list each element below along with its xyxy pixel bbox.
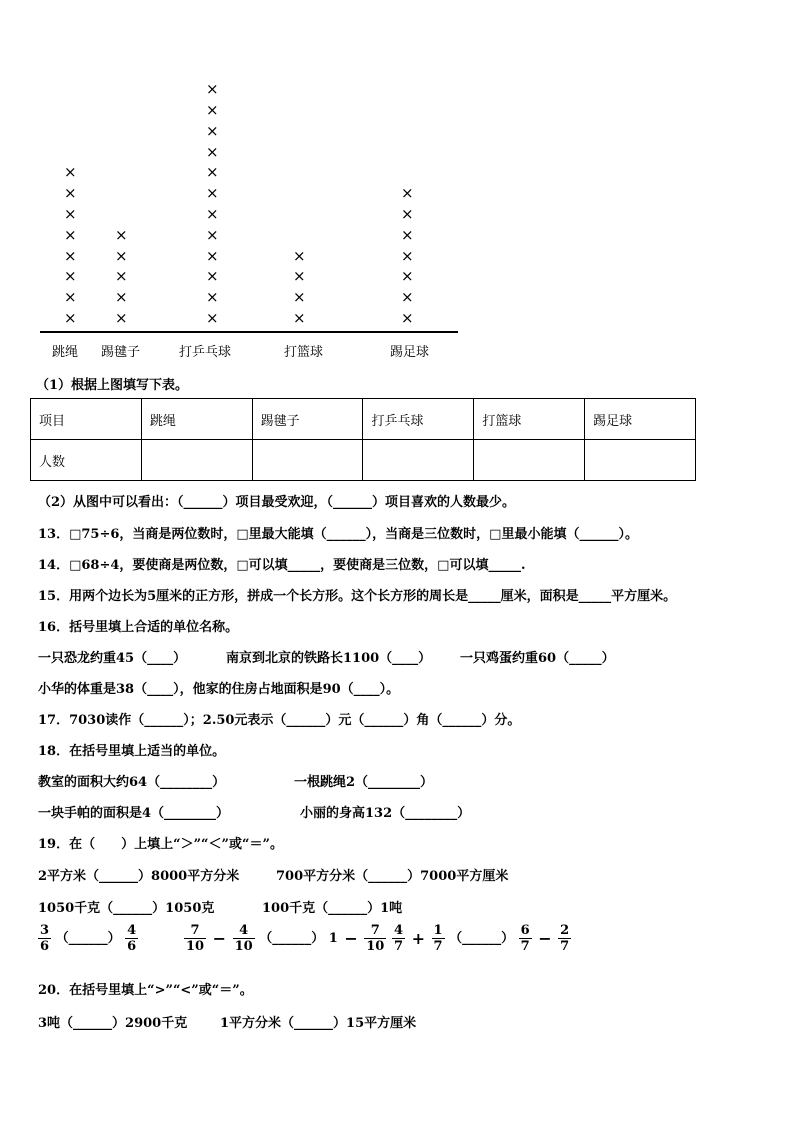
tally-mark: × xyxy=(115,225,128,244)
question-20-title: 20．在括号里填上“>”“<”或“＝”。 xyxy=(38,983,253,998)
question-18-a: 教室的面积大约64（________） xyxy=(38,775,226,790)
tally-mark: × xyxy=(293,246,306,265)
denominator: 6 xyxy=(127,939,137,954)
tally-mark: × xyxy=(64,205,77,223)
question-17: 17．7030读作（______）；2.50元表示（______）元（______）角（______）分。 xyxy=(38,713,521,728)
fraction xyxy=(392,923,405,954)
question-14: 14．□68÷4，要使商是两位数，□可以填_____，要使商是三位数，□可以填_____. xyxy=(38,558,526,573)
tally-mark: × xyxy=(115,288,128,307)
table-header-cell: 打篮球 xyxy=(474,399,585,440)
blank[interactable]: （______） xyxy=(449,931,515,946)
blank[interactable]: （______） xyxy=(259,931,325,946)
tally-mark: × xyxy=(206,205,219,223)
fraction xyxy=(233,923,255,954)
denominator: 7 xyxy=(520,939,530,954)
question-16-d: 小华的体重是38（____），他家的住房占地面积是90（____）。 xyxy=(38,682,400,697)
tally-mark: × xyxy=(64,309,77,327)
tally-mark: × xyxy=(206,267,219,286)
part1-instruction: （1）根据上图填写下表。 xyxy=(36,378,189,393)
blank[interactable]: （______） xyxy=(55,931,121,946)
question-18-b: 一根跳绳2（________） xyxy=(294,775,434,790)
table-header-cell: 打乒乓球 xyxy=(363,399,474,440)
tally-mark: × xyxy=(401,184,414,203)
denominator: 6 xyxy=(40,939,50,954)
tally-mark: × xyxy=(293,267,306,286)
tally-mark: × xyxy=(206,80,219,99)
fraction xyxy=(38,923,51,954)
question-19-b: 700平方分米（______）7000平方厘米 xyxy=(276,869,509,884)
fraction xyxy=(364,923,386,954)
question-16-c: 一只鸡蛋约重60（_____） xyxy=(460,651,615,666)
fraction xyxy=(519,923,532,954)
answer-cell[interactable] xyxy=(474,440,585,481)
question-19-title: 19．在（ ）上填上“＞”“＜”或“＝”。 xyxy=(38,837,283,852)
category-label: 跳绳 xyxy=(52,345,79,360)
tally-mark: × xyxy=(206,246,219,265)
category-label: 踢足球 xyxy=(390,345,430,360)
numerator: 4 xyxy=(233,923,255,939)
fraction xyxy=(184,923,206,954)
numerator: 7 xyxy=(364,923,386,939)
answer-cell[interactable] xyxy=(141,440,252,481)
plus-sign: + xyxy=(411,929,425,948)
question-20-a: 3吨（______）2900千克 xyxy=(38,1016,188,1031)
tally-mark: × xyxy=(401,267,414,286)
tally-table xyxy=(30,398,696,481)
answer-cell[interactable] xyxy=(585,440,696,481)
whole-number: 1 xyxy=(328,931,338,946)
question-16-b: 南京到北京的铁路长1100（____） xyxy=(226,651,432,666)
numerator: 2 xyxy=(560,923,570,938)
table-count-row xyxy=(31,440,696,481)
question-18-c: 一块手帕的面积是4（________） xyxy=(38,806,230,821)
category-label: 打篮球 xyxy=(284,345,324,360)
table-header-cell: 项目 xyxy=(31,399,142,440)
question-19-d: 100千克（______）1吨 xyxy=(262,901,403,916)
question-13: 13．□75÷6，当商是两位数时，□里最大能填（______），当商是三位数时，□里最小能填（______）。 xyxy=(38,527,638,542)
tally-mark: × xyxy=(401,205,414,223)
tally-mark: × xyxy=(206,163,219,182)
tally-mark: × xyxy=(206,288,219,307)
tally-mark: × xyxy=(401,225,414,244)
question-15: 15．用两个边长为5厘米的正方形，拼成一个长方形。这个长方形的周长是_____厘米，面积是_____平方厘米。 xyxy=(38,589,677,604)
tally-mark: × xyxy=(401,309,414,327)
answer-cell[interactable] xyxy=(252,440,363,481)
chart-baseline xyxy=(40,331,458,333)
category-label: 踢毽子 xyxy=(101,345,141,360)
tally-mark: × xyxy=(293,288,306,307)
table-header-cell: 踢毽子 xyxy=(252,399,363,440)
numerator: 1 xyxy=(433,923,443,938)
numerator: 4 xyxy=(394,923,404,938)
category-label: 打乒乓球 xyxy=(179,345,232,360)
table-row-label: 人数 xyxy=(31,440,142,481)
fraction-compare-3 xyxy=(392,923,571,954)
question-18-d: 小丽的身高132（________） xyxy=(300,806,471,821)
numerator: 7 xyxy=(184,923,206,939)
question-18-title: 18．在括号里填上适当的单位。 xyxy=(38,744,226,759)
part2-question: （2）从图中可以看出：（______）项目最受欢迎，（______）项目喜欢的人数最少。 xyxy=(38,495,516,510)
tally-mark: × xyxy=(401,246,414,265)
tally-mark: × xyxy=(206,309,219,327)
tally-mark: × xyxy=(64,288,77,307)
tally-mark: × xyxy=(206,101,219,119)
fraction xyxy=(558,923,571,954)
question-16-title: 16．括号里填上合适的单位名称。 xyxy=(38,620,239,635)
question-16-a: 一只恐龙约重45（____） xyxy=(38,651,187,666)
tally-mark: × xyxy=(64,267,77,286)
minus-sign: − xyxy=(538,929,552,948)
fraction-compare-2 xyxy=(184,923,386,954)
fraction xyxy=(432,923,445,954)
tally-mark: × xyxy=(64,163,77,182)
minus-sign: − xyxy=(344,929,358,948)
denominator: 10 xyxy=(234,939,253,954)
tally-mark: × xyxy=(206,184,219,203)
question-19-a: 2平方米（______）8000平方分米 xyxy=(38,869,240,884)
denominator: 10 xyxy=(366,939,385,954)
question-20-b: 1平方分米（______）15平方厘米 xyxy=(220,1016,417,1031)
tally-mark: × xyxy=(206,121,219,140)
denominator: 7 xyxy=(433,939,443,954)
tally-mark: × xyxy=(206,142,219,161)
question-19-c: 1050千克（______）1050克 xyxy=(38,901,215,916)
tally-mark: × xyxy=(64,184,77,203)
numerator: 3 xyxy=(40,923,50,938)
tally-mark: × xyxy=(64,225,77,244)
table-header-cell: 跳绳 xyxy=(141,399,252,440)
answer-cell[interactable] xyxy=(363,440,474,481)
tally-mark: × xyxy=(115,309,128,327)
tally-mark: × xyxy=(293,309,306,327)
tally-mark: × xyxy=(115,246,128,265)
fraction-compare-1 xyxy=(38,923,138,954)
numerator: 6 xyxy=(520,923,530,938)
numerator: 4 xyxy=(127,923,137,938)
denominator: 10 xyxy=(186,939,205,954)
tally-mark: × xyxy=(206,225,219,244)
table-header-row xyxy=(31,399,696,440)
tally-mark: × xyxy=(401,288,414,307)
fraction xyxy=(125,923,138,954)
tally-mark: × xyxy=(115,267,128,286)
table-header-cell: 踢足球 xyxy=(585,399,696,440)
minus-sign: − xyxy=(212,929,227,948)
tally-mark: × xyxy=(64,246,77,265)
denominator: 7 xyxy=(394,939,404,954)
denominator: 7 xyxy=(560,939,570,954)
